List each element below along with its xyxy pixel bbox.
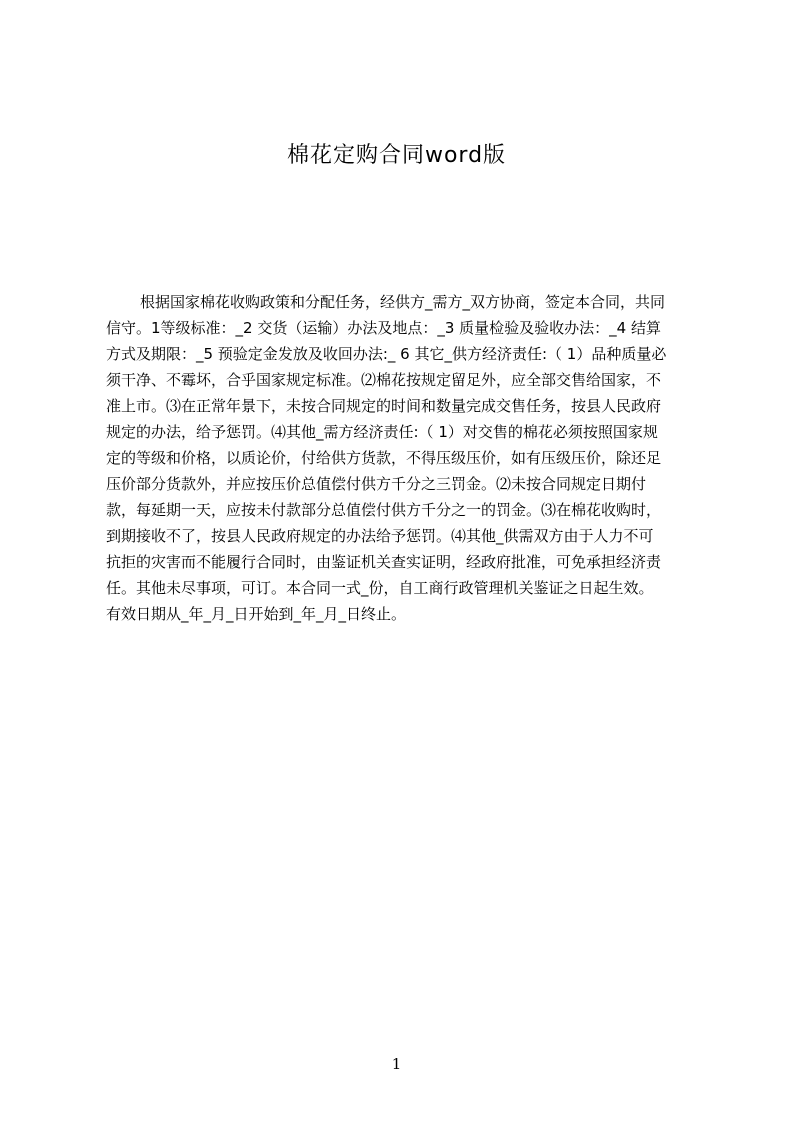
body-line: 规定的办法，给予惩罚。⑷其他_需方经济责任:（ 1）对交售的棉花必须按照国家规 [106,423,658,441]
body-line: 信守。1等级标准：_2 交货（运输）办法及地点：_3 质量检验及验收办法：_4 结算 [106,319,661,337]
body-line: 准上市。⑶在正常年景下，未按合同规定的时间和数量完成交售任务，按县人民政府 [106,397,662,415]
body-line: 抗拒的灾害而不能履行合同时，由鉴证机关查实证明，经政府批准，可免承担经济责 [106,553,662,571]
body-line: 压价部分货款外，并应按压价总值偿付供方千分之三罚金。⑵未按合同规定日期付 [106,475,647,493]
contract-body [106,289,698,627]
body-line: 款，每延期一天，应按未付款部分总值偿付供方千分之一的罚金。⑶在棉花收购时， [106,501,662,519]
body-line: 有效日期从_年_月_日开始到_年_月_日终止。 [106,605,407,623]
body-line: 定的等级和价格，以质论价，付给供方货款，不得压级压价，如有压级压价，除还足 [106,449,662,467]
body-line: 须干净、不霉坏，合乎国家规定标准。⑵棉花按规定留足外，应全部交售给国家，不 [106,371,662,389]
body-line: 根据国家棉花收购政策和分配任务，经供方_需方_双方协商，签定本合同，共同 [140,293,666,311]
body-line: 到期接收不了，按县人民政府规定的办法给予惩罚。⑷其他_供需双方由于人力不可 [106,527,654,545]
body-line: 方式及期限：_5 预验定金发放及收回办法:_ 6 其它_供方经济责任:（ 1）品种质量必 [106,345,667,363]
body-line: 任。其他未尽事项，可订。本合同一式_份，自工商行政管理机关鉴证之日起生效。 [106,579,654,597]
page-title: 棉花定购合同word版 [286,143,507,168]
page-number: 1 [391,1055,402,1073]
